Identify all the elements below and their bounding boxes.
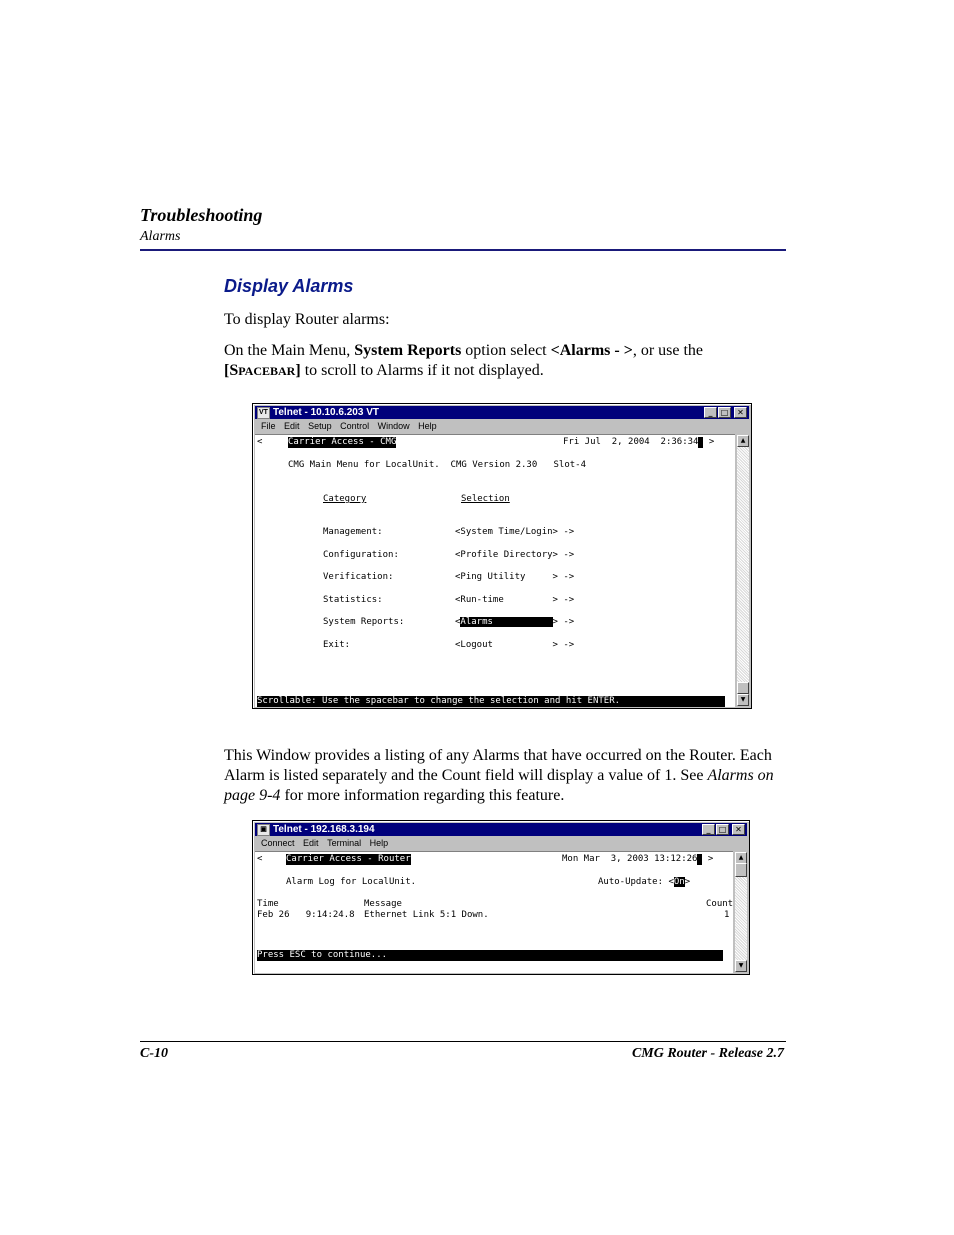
scroll-left-arrow: < bbox=[257, 854, 263, 864]
status-line: Scrollable: Use the spacebar to change the selection and hit ENTER. bbox=[257, 696, 725, 707]
scroll-thumb[interactable] bbox=[735, 863, 747, 877]
column-header-time: Time bbox=[257, 899, 279, 909]
telnet-app-icon: ▣ bbox=[257, 824, 270, 836]
column-header-category: Category bbox=[323, 494, 367, 504]
telnet-window-main-menu bbox=[252, 403, 752, 709]
alarm-row-count: 1 bbox=[724, 910, 730, 920]
section-title: Alarms bbox=[140, 229, 181, 244]
intro-paragraph: To display Router alarms: bbox=[224, 311, 390, 328]
menu-file[interactable]: File bbox=[261, 421, 276, 431]
menu-setup[interactable]: Setup bbox=[308, 421, 332, 431]
app-title: Carrier Access - Router bbox=[286, 854, 411, 864]
menu-item-selection[interactable]: <Profile Directory> -> bbox=[455, 550, 575, 560]
menu-item-selection[interactable]: <System Time/Login> -> bbox=[455, 527, 575, 537]
menu-item-category: Exit: bbox=[323, 640, 351, 650]
vertical-scrollbar[interactable] bbox=[735, 852, 747, 972]
column-header-count: Count bbox=[706, 899, 733, 909]
minimize-button[interactable]: _ bbox=[704, 407, 717, 418]
menu-item-selection[interactable]: <Ping Utility > -> bbox=[455, 572, 575, 582]
system-datetime: Mon Mar 3, 2003 13:12:26 > bbox=[562, 854, 714, 864]
scroll-left-arrow: < bbox=[257, 437, 263, 447]
menu-edit[interactable]: Edit bbox=[303, 838, 319, 848]
scroll-up-button[interactable]: ▲ bbox=[735, 852, 747, 864]
menu-terminal[interactable]: Terminal bbox=[327, 838, 362, 848]
description-paragraph: This Window provides a listing of any Alarms that have occurred on the Router. Each Alarm is listed separately and the Count field will display a value of 1. See Alarms on page 9-4 for more information regarding this feature. bbox=[224, 747, 774, 804]
menu-bar bbox=[255, 837, 747, 849]
auto-update-toggle[interactable]: Auto-Update: <On> bbox=[598, 877, 691, 887]
telnet-app-icon: VT bbox=[257, 407, 270, 419]
window-title-bar bbox=[255, 823, 747, 836]
alarm-row-message: Ethernet Link 5:1 Down. bbox=[364, 910, 489, 920]
menu-item-category: Statistics: bbox=[323, 595, 383, 605]
menu-help[interactable]: Help bbox=[418, 421, 437, 431]
scroll-down-button[interactable]: ▼ bbox=[737, 694, 749, 706]
footer-divider bbox=[140, 1041, 786, 1042]
menu-item-selection[interactable]: <Run-time > -> bbox=[455, 595, 575, 605]
close-button[interactable]: ✕ bbox=[732, 824, 745, 835]
menu-bar bbox=[255, 420, 749, 432]
telnet-window-alarm-log bbox=[252, 820, 750, 975]
auto-update-value: On bbox=[673, 877, 685, 887]
terminal-screen bbox=[255, 851, 733, 973]
main-menu-title: CMG Main Menu for LocalUnit. CMG Version 2.30 Slot-4 bbox=[288, 460, 587, 470]
menu-connect[interactable]: Connect bbox=[261, 838, 295, 848]
alarms-highlight: Alarms bbox=[460, 617, 553, 627]
vertical-scrollbar[interactable] bbox=[737, 435, 749, 706]
window-title: Telnet - 10.10.6.203 VT bbox=[273, 407, 379, 418]
maximize-button[interactable]: □ bbox=[716, 824, 729, 835]
instruction-paragraph: On the Main Menu, System Reports option select <Alarms - >, or use the [SPACEBAR] to scroll to Alarms if it not displayed. bbox=[224, 342, 704, 379]
minimize-button[interactable]: _ bbox=[702, 824, 715, 835]
menu-edit[interactable]: Edit bbox=[284, 421, 300, 431]
column-header-message: Message bbox=[364, 899, 402, 909]
window-title: Telnet - 192.168.3.194 bbox=[273, 824, 375, 835]
page-heading: Display Alarms bbox=[224, 276, 354, 296]
status-line: Press ESC to continue... bbox=[257, 950, 723, 961]
menu-help[interactable]: Help bbox=[369, 838, 389, 848]
menu-item-category: Management: bbox=[323, 527, 383, 537]
page-number: C-10 bbox=[140, 1046, 168, 1061]
menu-item-category: System Reports: bbox=[323, 617, 405, 627]
chapter-title: Troubleshooting bbox=[140, 205, 263, 225]
scroll-down-button[interactable]: ▼ bbox=[735, 960, 747, 972]
menu-item-category: Verification: bbox=[323, 572, 394, 582]
scroll-thumb[interactable] bbox=[737, 682, 749, 694]
window-title-bar bbox=[255, 406, 749, 419]
header-divider bbox=[140, 249, 786, 251]
scroll-up-button[interactable]: ▲ bbox=[737, 435, 749, 447]
menu-item-category: Configuration: bbox=[323, 550, 399, 560]
system-datetime: Fri Jul 2, 2004 2:36:34 > bbox=[563, 437, 715, 447]
maximize-button[interactable]: □ bbox=[718, 407, 731, 418]
terminal-screen bbox=[255, 434, 735, 707]
app-title: Carrier Access - CMG bbox=[288, 437, 397, 447]
menu-item-selection-alarms[interactable]: <Alarms > -> bbox=[455, 617, 575, 627]
column-header-selection: Selection bbox=[461, 494, 510, 504]
cross-reference-link[interactable]: Alarms on page 9-4 bbox=[224, 767, 774, 804]
menu-window[interactable]: Window bbox=[377, 421, 410, 431]
document-title: CMG Router - Release 2.7 bbox=[631, 1046, 784, 1061]
menu-item-selection[interactable]: <Logout > -> bbox=[455, 640, 575, 650]
close-button[interactable]: ✕ bbox=[734, 407, 747, 418]
alarm-log-title: Alarm Log for LocalUnit. bbox=[286, 877, 417, 887]
spacebar-key: [SPACEBAR] bbox=[224, 362, 301, 379]
alarm-row-time: Feb 26 9:14:24.8 bbox=[257, 910, 355, 920]
menu-control[interactable]: Control bbox=[340, 421, 370, 431]
